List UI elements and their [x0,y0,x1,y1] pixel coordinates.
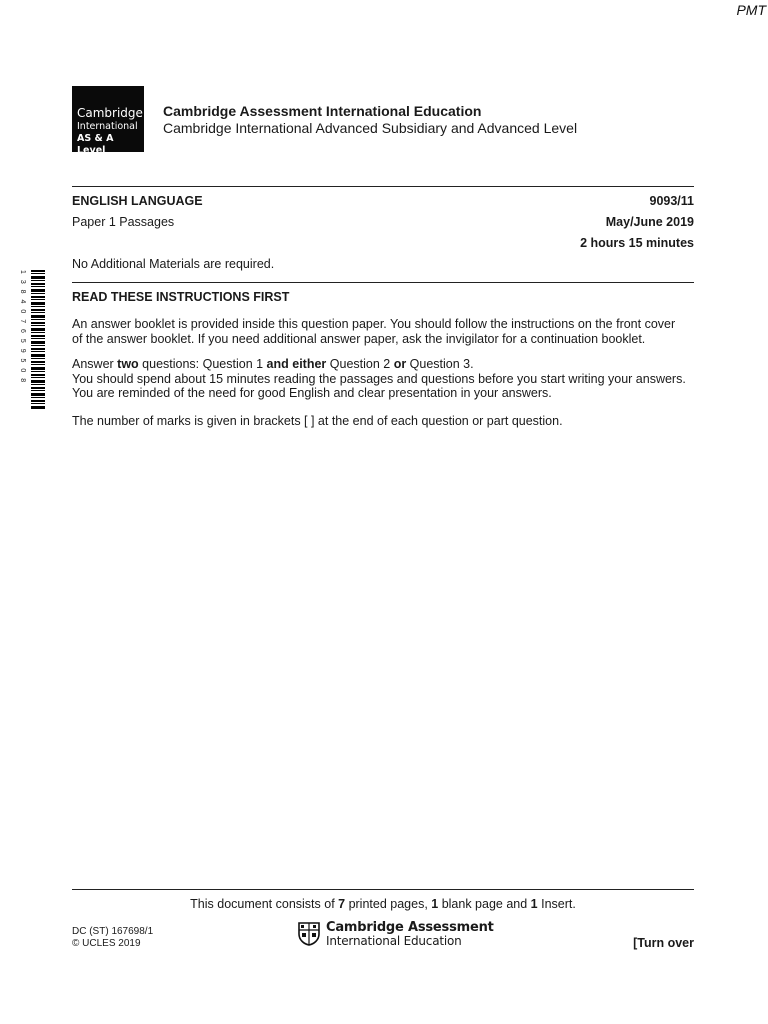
instructions-heading: READ THESE INSTRUCTIONS FIRST [72,290,290,304]
instructions-divider [72,282,694,283]
exam-duration: 2 hours 15 minutes [580,236,694,250]
logo-line-1: Cambridge [77,106,143,120]
logo-line-2: International [77,121,138,132]
instructions-paragraph-2 [72,357,712,401]
marks-note: The number of marks is given in brackets [ ] at the end of each question or part question. [72,414,563,428]
copyright: © UCLES 2019 [72,938,141,949]
instructions-p2-line1: Answer two questions: Question 1 and either Question 2 or Question 3. [72,357,474,371]
watermark: PMT [736,2,766,18]
barcode [31,270,45,410]
cambridge-logo [72,86,144,156]
org-name: Cambridge Assessment International Education [163,103,482,119]
qualification-name: Cambridge International Advanced Subsidiary and Advanced Level [163,120,578,136]
cambridge-shield-icon [298,922,320,946]
materials-note: No Additional Materials are required. [72,257,275,271]
barcode-digits: 1 3 8 4 0 7 6 5 9 5 0 8 [19,270,26,385]
footer-divider [72,889,694,890]
logo-line-3: AS & A Level [77,133,114,156]
document-reference: DC (ST) 167698/1 [72,926,154,937]
header-divider [72,186,694,187]
instructions-p2-line2: You should spend about 15 minutes reading the passages and questions before you start writing your answers. [72,371,686,386]
instructions-p1-line2: of the answer booklet. If you need additional answer paper, ask the invigilator for a continuation booklet. [72,331,646,346]
footer-brand-line-2: International Education [326,934,462,948]
instructions-p2-line3: You are reminded of the need for good English and clear presentation in your answers. [72,386,552,400]
instructions-p1-line1: An answer booklet is provided inside this question paper. You should follow the instructions on the front cover [72,317,676,331]
instructions-paragraph-1 [72,317,712,346]
exam-session: May/June 2019 [605,215,694,229]
footer-brand-line-1: Cambridge Assessment [326,920,494,935]
paper-code: 9093/11 [649,194,694,208]
turn-over: [Turn over [633,936,694,950]
paper-name: Paper 1 Passages [72,215,175,229]
subject-title: ENGLISH LANGUAGE [72,194,203,208]
page-count-note: This document consists of 7 printed pages, 1 blank page and 1 Insert. [190,897,576,911]
